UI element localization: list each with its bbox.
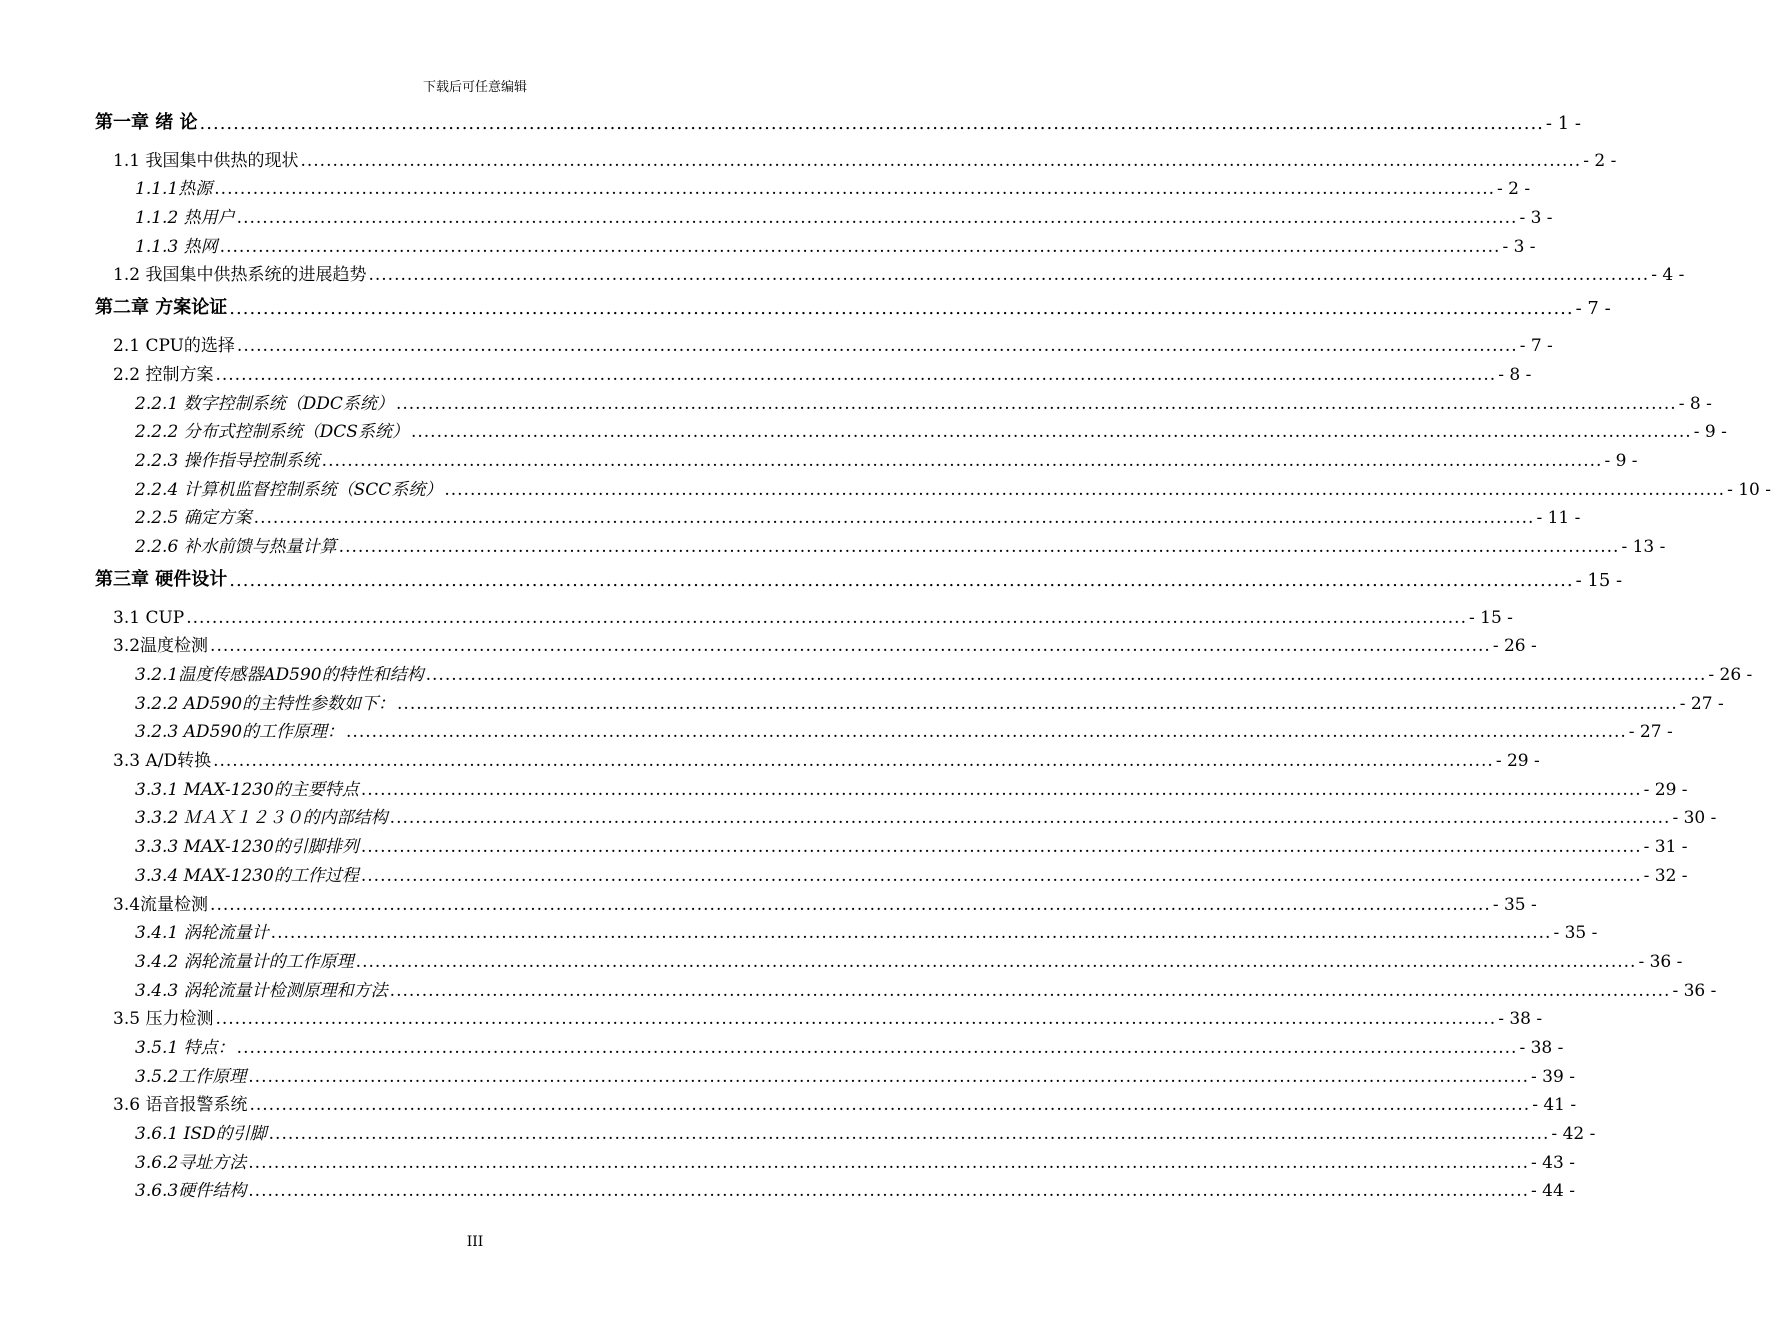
toc-leader-dots: ........................................................................................................................................................................................................: [229, 298, 1574, 320]
toc-leader-dots: ........................................................................................................................................................................................................: [360, 837, 1642, 858]
toc-entry-sub[interactable]: [95, 414, 1727, 443]
toc-entry-title: 2.2.4 计算机监督控制系统（SCC系统）: [135, 479, 443, 500]
toc-entry-sub[interactable]: [95, 800, 1717, 829]
toc-entry-page: - 38 -: [1519, 1037, 1564, 1058]
toc-entry-page: - 13 -: [1621, 536, 1666, 557]
toc-entry-sec[interactable]: [95, 886, 1537, 915]
toc-entry-title: 3.6.2寻址方法: [135, 1152, 247, 1173]
toc-entry-page: - 27 -: [1679, 693, 1724, 714]
toc-leader-dots: ........................................................................................................................................................................................................: [236, 208, 1518, 229]
toc-entry-title: 3.5.1 特点：: [135, 1037, 235, 1058]
toc-entry-page: - 8 -: [1498, 364, 1532, 385]
toc-entry-page: - 43 -: [1531, 1152, 1575, 1173]
table-of-contents: [95, 100, 1771, 1202]
toc-entry-sub[interactable]: [95, 656, 1753, 685]
toc-entry-sub[interactable]: [95, 228, 1536, 257]
toc-entry-sec[interactable]: [95, 628, 1537, 657]
toc-entry-title: 3.3 A/D转换: [113, 751, 212, 772]
toc-entry-title: 1.1.2 热用户: [135, 208, 235, 229]
toc-entry-page: - 15 -: [1575, 569, 1623, 591]
toc-leader-dots: ........................................................................................................................................................................................................: [248, 1066, 1530, 1087]
toc-entry-page: - 26 -: [1708, 665, 1753, 685]
toc-leader-dots: ........................................................................................................................................................................................................: [360, 865, 1642, 886]
toc-leader-dots: ........................................................................................................................................................................................................: [213, 751, 1494, 772]
toc-entry-title: 1.1 我国集中供热的现状: [113, 150, 299, 171]
toc-entry-sec[interactable]: [95, 1087, 1577, 1116]
toc-leader-dots: ........................................................................................................................................................................................................: [395, 393, 1677, 414]
toc-entry-sub[interactable]: [95, 471, 1771, 500]
toc-entry-sec[interactable]: [95, 1001, 1543, 1030]
toc-entry-title: 3.2.2 AD590的主特性参数如下：: [135, 693, 396, 714]
page-header: 下载后可任意编辑: [422, 80, 527, 95]
toc-entry-sub[interactable]: [95, 528, 1666, 557]
toc-entry-page: - 42 -: [1551, 1124, 1596, 1144]
toc-entry-page: - 36 -: [1638, 951, 1683, 972]
toc-entry-sub[interactable]: [95, 500, 1581, 529]
toc-leader-dots: ........................................................................................................................................................................................................: [199, 113, 1544, 134]
toc-entry-page: - 9 -: [1604, 450, 1638, 471]
toc-entry-page: - 32 -: [1643, 865, 1688, 886]
toc-leader-dots: ........................................................................................................................................................................................................: [410, 422, 1692, 443]
toc-entry-page: - 9 -: [1693, 422, 1727, 443]
toc-entry-title: 3.5 压力检测: [113, 1009, 214, 1030]
toc-entry-page: - 3 -: [1519, 208, 1553, 229]
toc-leader-dots: ........................................................................................................................................................................................................: [444, 479, 1726, 500]
toc-leader-dots: ........................................................................................................................................................................................................: [321, 450, 1603, 471]
toc-entry-title: 2.2.6 补水前馈与热量计算: [135, 536, 337, 557]
toc-entry-sub[interactable]: [95, 1144, 1575, 1173]
toc-entry-page: - 15 -: [1468, 607, 1513, 628]
toc-entry-sub[interactable]: [95, 1029, 1564, 1058]
toc-leader-dots: ........................................................................................................................................................................................................: [248, 1152, 1530, 1173]
toc-entry-sub[interactable]: [95, 943, 1683, 972]
toc-leader-dots: ........................................................................................................................................................................................................: [236, 1037, 1518, 1058]
toc-entry-sub[interactable]: [95, 171, 1531, 200]
toc-entry-title: 3.6.1 ISD的引脚: [135, 1124, 267, 1144]
toc-entry-sec[interactable]: [95, 257, 1685, 286]
toc-entry-page: - 29 -: [1643, 779, 1688, 800]
toc-leader-dots: ........................................................................................................................................................................................................: [355, 951, 1637, 972]
toc-entry-page: - 30 -: [1672, 808, 1717, 829]
toc-entry-page: - 26 -: [1492, 636, 1537, 657]
toc-leader-dots: ........................................................................................................................................................................................................: [210, 636, 1491, 657]
toc-leader-dots: ........................................................................................................................................................................................................: [300, 150, 1582, 171]
toc-leader-dots: ........................................................................................................................................................................................................: [229, 569, 1574, 591]
toc-entry-sub[interactable]: [95, 857, 1688, 886]
toc-entry-page: - 35 -: [1492, 894, 1537, 915]
toc-leader-dots: ........................................................................................................................................................................................................: [214, 179, 1496, 200]
toc-entry-chapter[interactable]: [95, 563, 1623, 591]
toc-entry-page: - 35 -: [1553, 923, 1598, 944]
toc-entry-title: 3.5.2工作原理: [135, 1066, 247, 1087]
toc-entry-page: - 36 -: [1672, 980, 1717, 1001]
toc-leader-dots: ........................................................................................................................................................................................................: [425, 665, 1707, 685]
toc-leader-dots: ........................................................................................................................................................................................................: [215, 364, 1497, 385]
toc-entry-title: 3.3.1 MAX-1230的主要特点: [135, 779, 359, 800]
toc-entry-page: - 39 -: [1531, 1066, 1575, 1087]
toc-entry-page: - 44 -: [1531, 1181, 1575, 1202]
toc-entry-page: - 4 -: [1651, 265, 1685, 286]
toc-leader-dots: ........................................................................................................................................................................................................: [186, 607, 1467, 628]
toc-entry-page: - 8 -: [1678, 393, 1712, 414]
toc-entry-title: 3.2.1温度传感器AD590的特性和结构: [135, 665, 424, 685]
toc-entry-title: 3.2.3 AD590的工作原理：: [135, 722, 345, 743]
toc-entry-sec[interactable]: [95, 356, 1532, 385]
toc-entry-page: - 7 -: [1519, 336, 1553, 357]
toc-entry-title: 第一章 绪 论: [95, 112, 198, 133]
toc-entry-title: 2.2 控制方案: [113, 364, 214, 385]
toc-entry-title: 3.1 CUP: [113, 607, 185, 628]
toc-entry-title: 2.2.5 确定方案: [135, 508, 252, 529]
toc-entry-page: - 41 -: [1532, 1095, 1577, 1116]
toc-leader-dots: ........................................................................................................................................................................................................: [236, 336, 1518, 357]
toc-entry-page: - 2 -: [1583, 150, 1617, 171]
toc-entry-page: - 7 -: [1575, 298, 1611, 320]
toc-entry-title: 1.2 我国集中供热系统的进展趋势: [113, 265, 367, 286]
toc-leader-dots: ........................................................................................................................................................................................................: [389, 808, 1671, 829]
toc-leader-dots: ........................................................................................................................................................................................................: [248, 1181, 1530, 1202]
toc-entry-title: 2.1 CPU的选择: [113, 336, 235, 357]
toc-entry-title: 3.2温度检测: [113, 636, 209, 657]
toc-entry-title: 2.2.3 操作指导控制系统: [135, 450, 320, 471]
toc-leader-dots: ........................................................................................................................................................................................................: [253, 508, 1535, 529]
toc-entry-sub[interactable]: [95, 915, 1598, 944]
toc-entry-title: 3.4.3 涡轮流量计检测原理和方法: [135, 980, 388, 1001]
toc-entry-title: 2.2.2 分布式控制系统（DCS系统）: [135, 422, 409, 443]
toc-entry-title: 3.6.3硬件结构: [135, 1181, 247, 1202]
toc-entry-title: 3.4.1 涡轮流量计: [135, 923, 269, 944]
toc-leader-dots: ........................................................................................................................................................................................................: [397, 693, 1678, 714]
toc-entry-title: 3.3.2 ＭＡＸ１２３０的内部结构: [135, 808, 388, 829]
toc-leader-dots: ........................................................................................................................................................................................................: [215, 1009, 1497, 1030]
toc-leader-dots: ........................................................................................................................................................................................................: [346, 722, 1627, 743]
toc-entry-sub[interactable]: [95, 685, 1724, 714]
toc-leader-dots: ........................................................................................................................................................................................................: [249, 1095, 1531, 1116]
toc-entry-title: 1.1.1热源: [135, 179, 213, 200]
toc-entry-page: - 11 -: [1536, 508, 1581, 529]
toc-leader-dots: ........................................................................................................................................................................................................: [389, 980, 1671, 1001]
toc-entry-chapter[interactable]: [95, 106, 1581, 134]
toc-leader-dots: ........................................................................................................................................................................................................: [268, 1124, 1550, 1144]
toc-leader-dots: ........................................................................................................................................................................................................: [360, 779, 1642, 800]
toc-entry-page: - 2 -: [1497, 179, 1531, 200]
toc-entry-sec[interactable]: [95, 142, 1617, 171]
toc-entry-title: 第二章 方案论证: [95, 297, 228, 319]
page-number: III: [466, 1234, 484, 1250]
toc-entry-sub[interactable]: [95, 771, 1688, 800]
toc-entry-sec[interactable]: [95, 742, 1540, 772]
toc-entry-page: - 1 -: [1545, 113, 1581, 134]
toc-entry-sub[interactable]: [95, 1115, 1596, 1144]
toc-entry-title: 3.3.3 MAX-1230的引脚排列: [135, 837, 359, 858]
toc-leader-dots: ........................................................................................................................................................................................................: [270, 923, 1552, 944]
toc-entry-sub[interactable]: [95, 1173, 1575, 1202]
toc-entry-page: - 31 -: [1643, 837, 1688, 858]
toc-entry-sub[interactable]: [95, 199, 1553, 229]
toc-entry-title: 3.4流量检测: [113, 894, 209, 915]
toc-entry-sec[interactable]: [95, 327, 1553, 357]
toc-entry-sub[interactable]: [95, 385, 1712, 414]
toc-entry-sub[interactable]: [95, 828, 1688, 858]
toc-entry-title: 3.3.4 MAX-1230的工作过程: [135, 865, 359, 886]
toc-entry-title: 第三章 硬件设计: [95, 568, 228, 590]
toc-entry-chapter[interactable]: [95, 291, 1611, 320]
toc-leader-dots: ........................................................................................................................................................................................................: [368, 265, 1650, 286]
toc-entry-title: 2.2.1 数字控制系统（DDC系统）: [135, 393, 394, 414]
toc-entry-title: 1.1.3 热网: [135, 236, 218, 257]
toc-entry-sub[interactable]: [95, 972, 1717, 1001]
toc-entry-sec[interactable]: [95, 599, 1513, 628]
toc-entry-title: 3.4.2 涡轮流量计的工作原理: [135, 951, 354, 972]
toc-leader-dots: ........................................................................................................................................................................................................: [338, 536, 1620, 557]
toc-entry-page: - 3 -: [1502, 236, 1536, 257]
toc-entry-sub[interactable]: [95, 1058, 1575, 1087]
toc-leader-dots: ........................................................................................................................................................................................................: [219, 236, 1501, 257]
toc-entry-title: 3.6 语音报警系统: [113, 1095, 248, 1116]
toc-entry-page: - 29 -: [1495, 751, 1540, 772]
toc-entry-page: - 10 -: [1727, 479, 1771, 500]
toc-entry-page: - 27 -: [1628, 722, 1673, 743]
toc-entry-page: - 38 -: [1498, 1009, 1543, 1030]
toc-entry-sub[interactable]: [95, 714, 1673, 743]
toc-entry-sub[interactable]: [95, 442, 1638, 471]
toc-leader-dots: ........................................................................................................................................................................................................: [210, 894, 1491, 915]
